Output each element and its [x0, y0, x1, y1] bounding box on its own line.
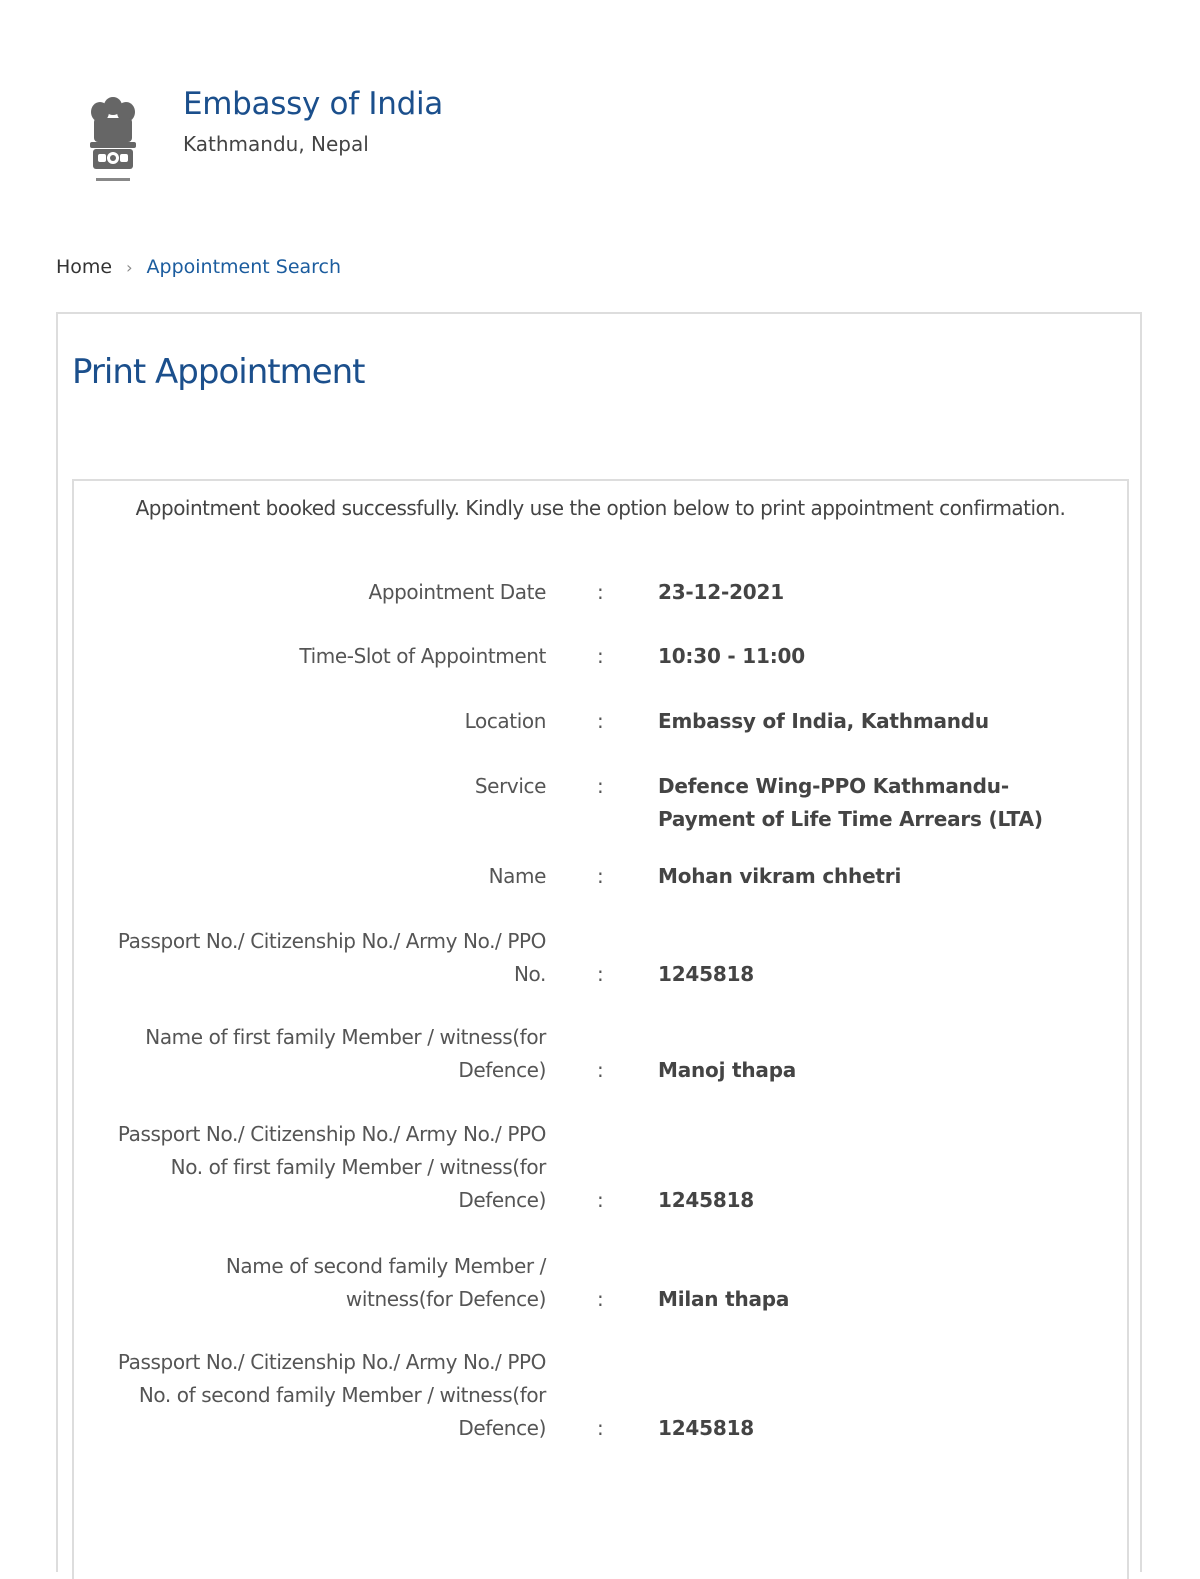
detail-value: Embassy of India, Kathmandu	[658, 709, 989, 733]
breadcrumb-home-link[interactable]: Home	[56, 256, 113, 278]
success-message: Appointment booked successfully. Kindly use the option below to print appointment confirmation.	[135, 496, 1066, 520]
detail-value: Manoj thapa	[658, 1058, 797, 1082]
detail-label: Passport No./ Citizenship No./ Army No./ PPO No.	[117, 929, 546, 986]
detail-value: 23-12-2021	[658, 580, 784, 604]
detail-colon: :	[597, 962, 604, 986]
detail-label: Appointment Date	[368, 580, 546, 604]
site-header	[84, 88, 684, 188]
detail-value: Milan thapa	[658, 1287, 790, 1311]
embassy-location: Kathmandu, Nepal	[183, 132, 369, 156]
detail-value: 1245818	[658, 962, 755, 986]
detail-colon: :	[597, 709, 604, 733]
detail-colon: :	[597, 774, 604, 798]
breadcrumb-separator-icon: ›	[126, 257, 133, 277]
detail-value: Defence Wing-PPO Kathmandu- Payment of Life Time Arrears (LTA)	[658, 774, 1043, 831]
detail-colon: :	[597, 580, 604, 604]
detail-value: Mohan vikram chhetri	[658, 864, 902, 888]
detail-colon: :	[597, 1058, 604, 1082]
embassy-title[interactable]: Embassy of India	[183, 86, 443, 122]
detail-value: 1245818	[658, 1188, 755, 1212]
breadcrumb-appointment-search-link[interactable]: Appointment Search	[146, 256, 342, 278]
detail-label: Name	[488, 864, 546, 888]
page-title: Print Appointment	[72, 352, 365, 392]
detail-colon: :	[597, 644, 604, 668]
detail-colon: :	[597, 1188, 604, 1212]
detail-label: Name of second family Member / witness(for Defence)	[225, 1254, 546, 1311]
detail-label: Location	[464, 709, 546, 733]
breadcrumb	[56, 256, 341, 278]
detail-colon: :	[597, 864, 604, 888]
detail-value: 10:30 - 11:00	[658, 644, 805, 668]
detail-label: Service	[474, 774, 546, 798]
detail-colon: :	[597, 1416, 604, 1440]
detail-colon: :	[597, 1287, 604, 1311]
detail-label: Time-Slot of Appointment	[299, 644, 546, 668]
detail-label: Passport No./ Citizenship No./ Army No./ PPO No. of first family Member / witness(for Defence)	[117, 1122, 546, 1212]
national-emblem-icon	[84, 92, 142, 186]
detail-value: 1245818	[658, 1416, 755, 1440]
detail-label: Name of first family Member / witness(for Defence)	[145, 1025, 546, 1082]
detail-label: Passport No./ Citizenship No./ Army No./ PPO No. of second family Member / witness(for Defence)	[117, 1350, 546, 1440]
